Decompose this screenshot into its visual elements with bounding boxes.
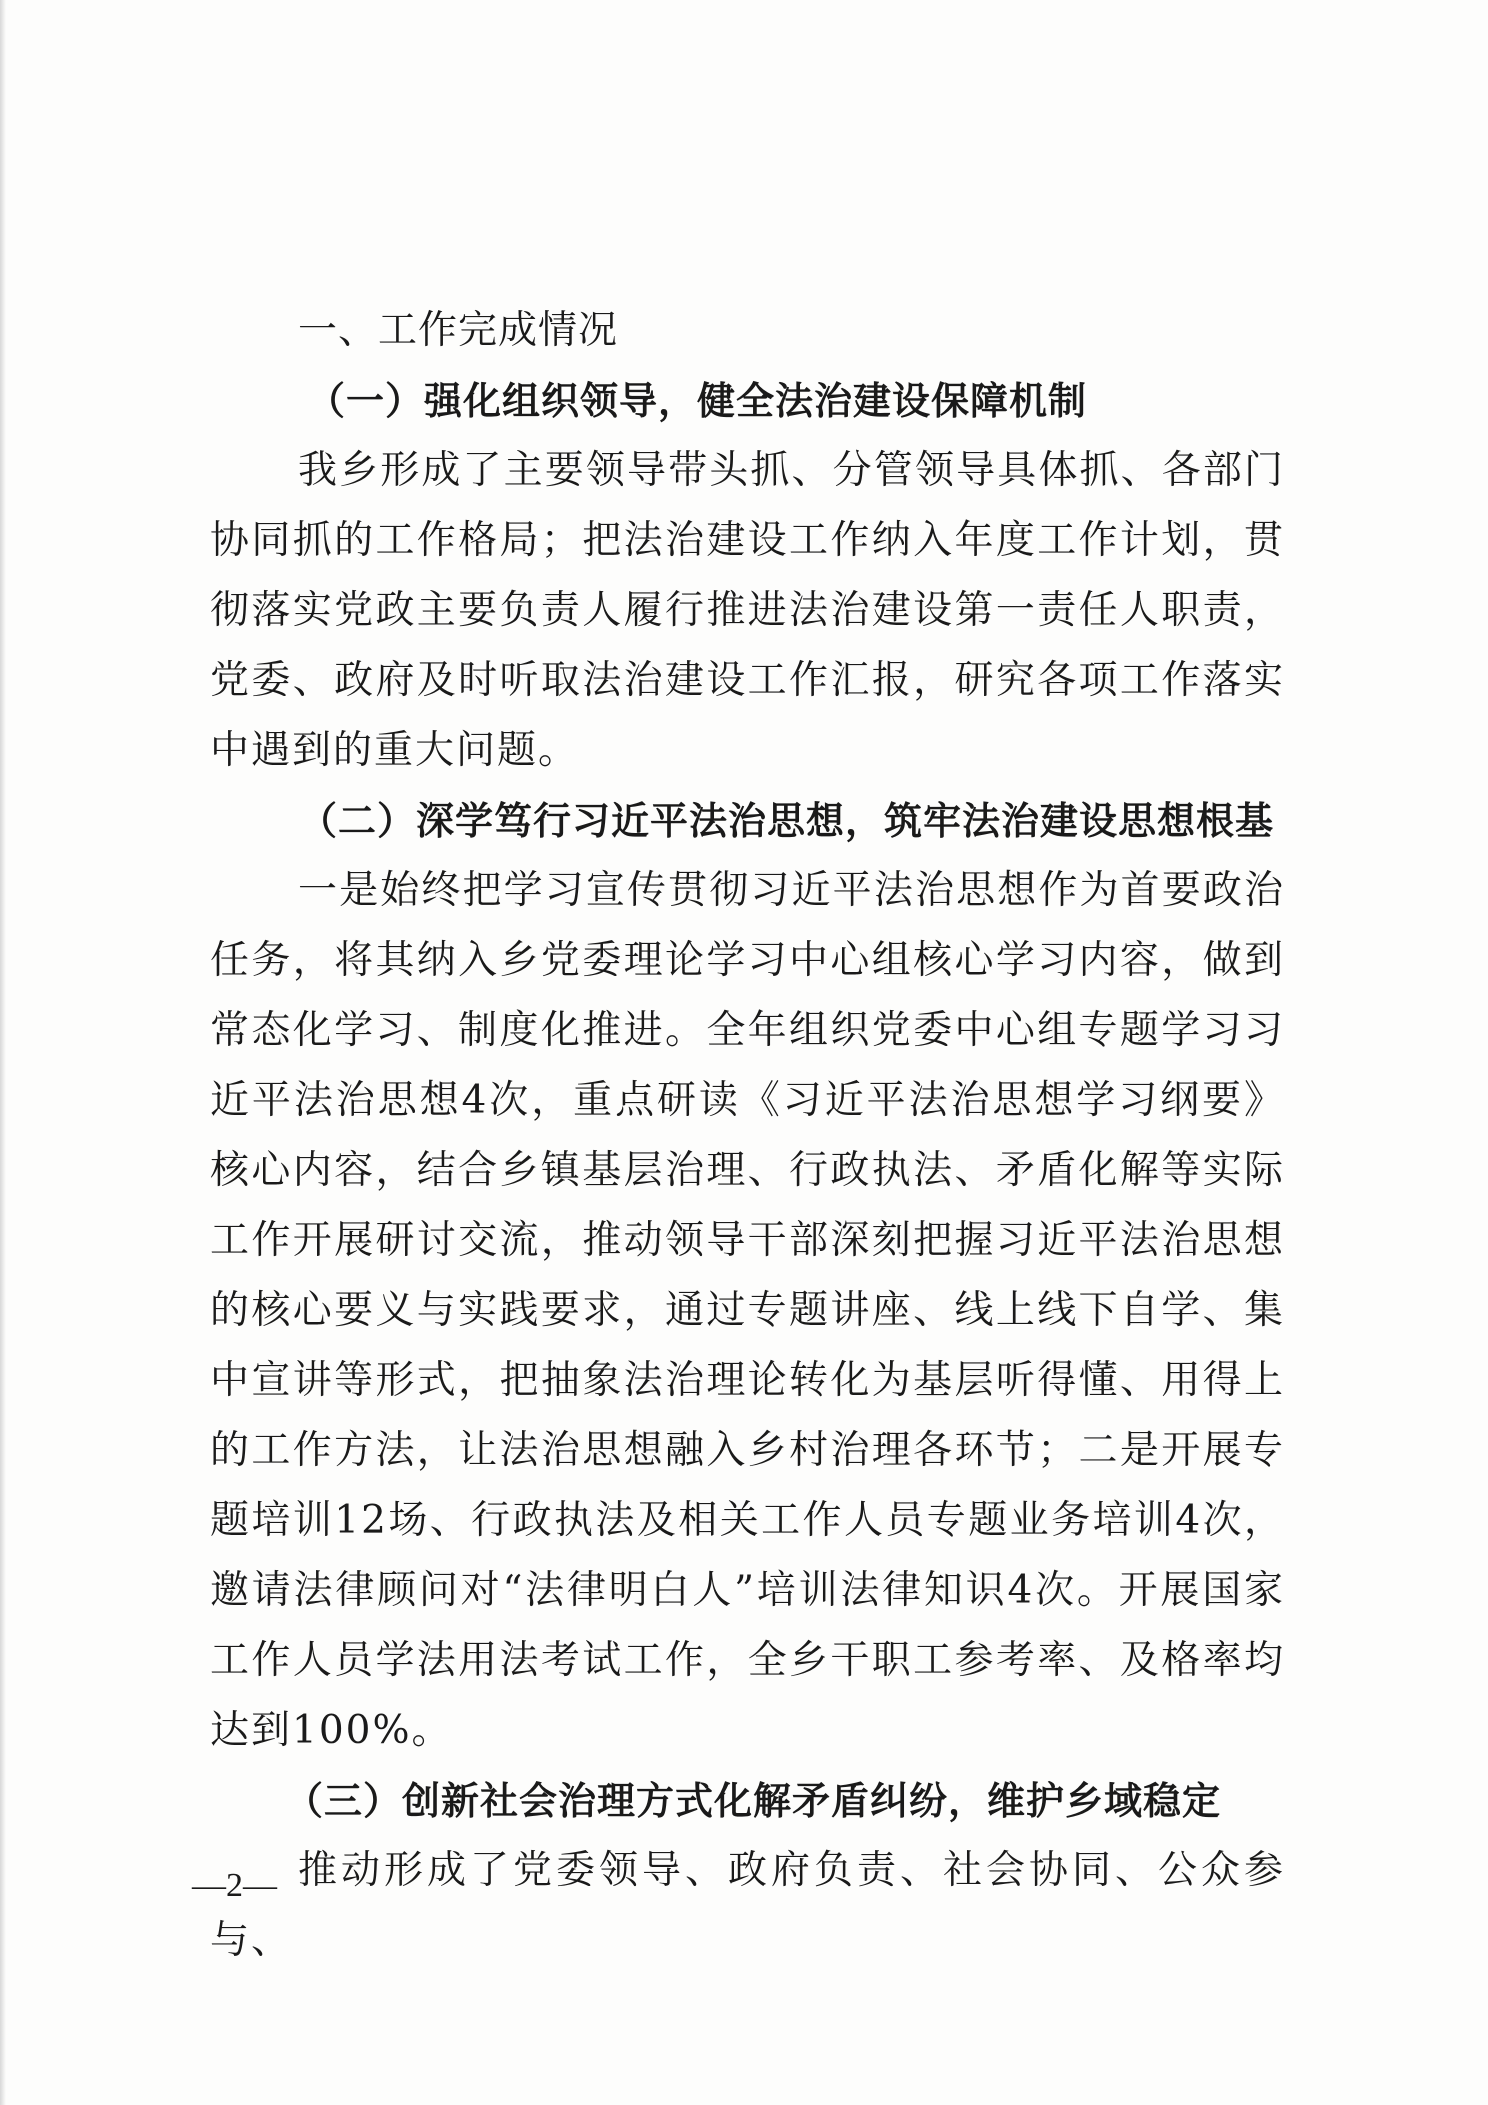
subsection-paragraph-2: 一是始终把学习宣传贯彻习近平法治思想作为首要政治任务，将其纳入乡党委理论学习中心组核心学习内容，做到常态化学习、制度化推进。全年组织党委中心组专题学习习近平法治思想4次，重点研读《习近平法治思想学习纲要》核心内容，结合乡镇基层治理、行政执法、矛盾化解等实际工作开展研讨交流，推动领导干部深刻把握习近平法治思想的核心要义与实践要求，通过专题讲座、线上线下自学、集中宣讲等形式，把抽象法治理论转化为基层听得懂、用得上的工作方法，让法治思想融入乡村治理各环节；二是开展专题培训12场、行政执法及相关工作人员专题业务培训4次，邀请法律顾问对“法律明白人”培训法律知识4次。开展国家工作人员学法用法考试工作，全乡干职工参考率、及格率均达到100%。 [210, 868, 1285, 1753]
subsection-heading-3: （三）创新社会治理方式化解矛盾纠纷，维护乡域稳定 [285, 1779, 1222, 1823]
document-body [210, 296, 1285, 1976]
subsection-heading-2: （二）深学笃行习近平法治思想，筑牢法治建设思想根基 [299, 799, 1275, 843]
subsection-paragraph-3: 推动形成了党委领导、政府负责、社会协同、公众参与、 [210, 1848, 1285, 1963]
page-number: —2— [192, 1867, 277, 1904]
section-title: 一、工作完成情况 [298, 308, 619, 353]
scan-edge-shadow [0, 0, 6, 2105]
subsection-heading-1: （一）强化组织领导，健全法治建设保障机制 [307, 379, 1088, 423]
subsection-paragraph-1: 我乡形成了主要领导带头抓、分管领导具体抓、各部门协同抓的工作格局；把法治建设工作纳入年度工作计划，贯彻落实党政主要负责人履行推进法治建设第一责任人职责，党委、政府及时听取法治建设工作汇报，研究各项工作落实中遇到的重大问题。 [210, 448, 1285, 773]
